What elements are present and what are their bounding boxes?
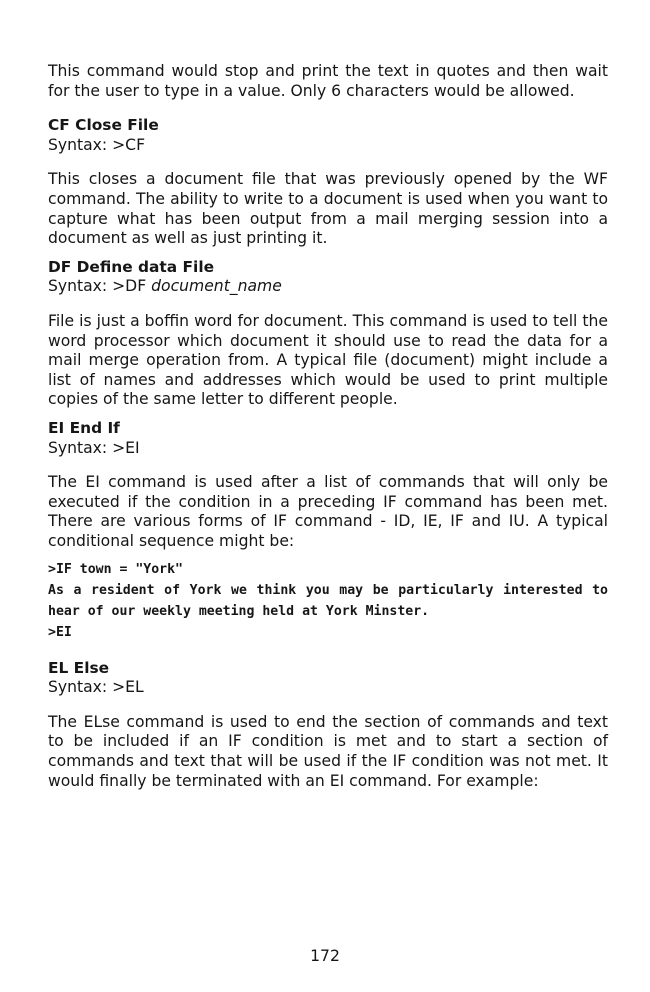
cf-heading: CF Close File [48,116,159,135]
ei-body: The EI command is used after a list of commands that will only be executed if the condition in a preceding IF command has been met. There are various forms of IF command - ID, IE, IF and IU. A typical conditional sequence might be: [48,473,608,550]
document-page [48,62,616,791]
page-number: 172 [310,947,340,965]
code-line-ei: >EI [48,624,72,640]
code-line-if: >IF town = "York" [48,562,183,578]
intro-paragraph: This command would stop and print the text in quotes and then wait for the user to type in a value. Only 6 characters would be allowed. [48,62,608,100]
el-heading: EL Else [48,658,110,677]
df-syntax [48,277,608,297]
ei-syntax [48,439,608,459]
ei-syntax-prefix: Syntax: >EI [48,438,140,457]
cf-syntax [48,136,608,156]
cf-body: This closes a document file that was previously opened by the WF command. The ability to write to a document is used when you want to capture what has been output from a mail merging session into a document as well as just printing it. [48,170,608,248]
code-example [48,560,616,643]
code-line-text: As a resident of York we think you may be particularly interested to hear of our weekly meeting held at York Minster. [48,583,616,620]
el-syntax [48,678,608,698]
df-syntax-arg: document_name [151,277,282,296]
df-body: File is just a boffin word for document. This command is used to tell the word processor which document it should use to read the data for a mail merge operation from. A typical file (document) might include a list of names and addresses which would be used to print multiple copies of the same letter to different people. [48,311,608,409]
cf-syntax-prefix: Syntax: >CF [48,135,146,154]
el-syntax-prefix: Syntax: >EL [48,678,144,697]
el-body: The ELse command is used to end the section of commands and text to be included if an IF condition is met and to start a section of commands and text that will be used if the IF condition was not met. It would finally be terminated with an EI command. For example: [48,712,608,790]
df-syntax-prefix: Syntax: >DF [48,277,152,296]
ei-heading: EI End If [48,418,120,437]
df-heading: DF Define data File [48,257,215,276]
